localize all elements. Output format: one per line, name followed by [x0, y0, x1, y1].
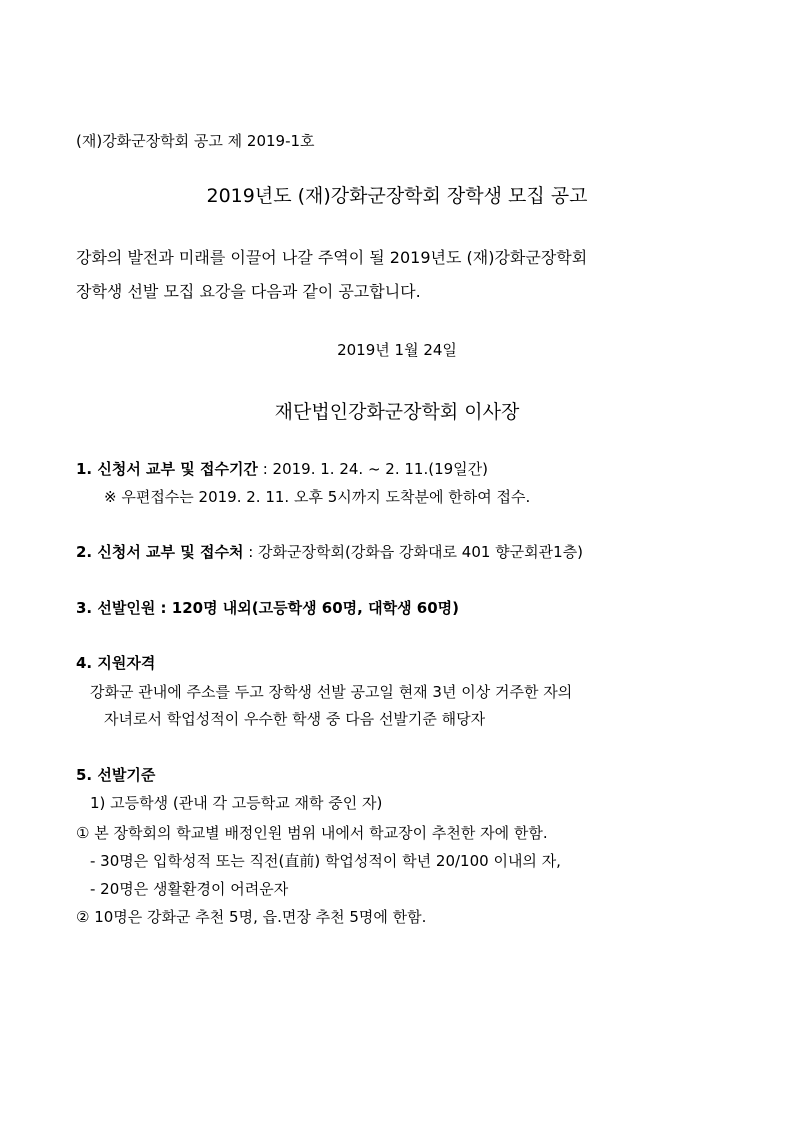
section-5-heading: 5. 선발기준 [76, 766, 156, 784]
section-4-line-2: 자녀로서 학업성적이 우수한 학생 중 다음 선발기준 해당자 [104, 710, 486, 728]
section-5-item-2: ② 10명은 강화군 추천 5명, 읍.면장 추천 5명에 한함. [76, 908, 427, 926]
document-title: 2019년도 (재)강화군장학회 장학생 모집 공고 [206, 185, 588, 207]
section-1-heading: 1. 신청서 교부 및 접수기간 [76, 460, 258, 478]
section-1-value: : 2019. 1. 24. ~ 2. 11.(19일간) [257, 460, 488, 478]
section-5-item-1-detail-1: - 30명은 입학성적 또는 직전(直前) 학업성적이 학년 20/100 이내의 자, [90, 852, 561, 870]
section-2 [76, 542, 583, 562]
issuer-name: 재단법인강화군장학회 이사장 [274, 401, 520, 423]
section-5-item-1-detail-2: - 20명은 생활환경이 어려운자 [90, 880, 289, 898]
section-1-note: ※ 우편접수는 2019. 2. 11. 오후 5시까지 도착분에 한하여 접수. [104, 488, 531, 506]
announcement-date: 2019년 1월 24일 [337, 341, 457, 359]
section-4-line-1: 강화군 관내에 주소를 두고 장학생 선발 공고일 현재 3년 이상 거주한 자의 [90, 683, 573, 701]
intro-line-2: 장학생 선발 모집 요강을 다음과 같이 공고합니다. [76, 282, 421, 301]
section-4-heading: 4. 지원자격 [76, 654, 156, 672]
section-3-heading: 3. 선발인원 : 120명 내외(고등학생 60명, 대학생 60명) [76, 599, 459, 617]
document-number: (재)강화군장학회 공고 제 2019-1호 [76, 132, 315, 150]
intro-line-1: 강화의 발전과 미래를 이끌어 나갈 주역이 될 2019년도 (재)강화군장학회 [76, 248, 588, 267]
section-2-value: : 강화군장학회(강화읍 강화대로 401 향군회관1층) [243, 543, 584, 561]
section-5-item-1: ① 본 장학회의 학교별 배정인원 범위 내에서 학교장이 추천한 자에 한함. [76, 824, 548, 842]
section-5-subheading: 1) 고등학생 (관내 각 고등학교 재학 중인 자) [90, 794, 383, 812]
section-2-heading: 2. 신청서 교부 및 접수처 [76, 543, 244, 561]
section-1 [76, 459, 488, 479]
